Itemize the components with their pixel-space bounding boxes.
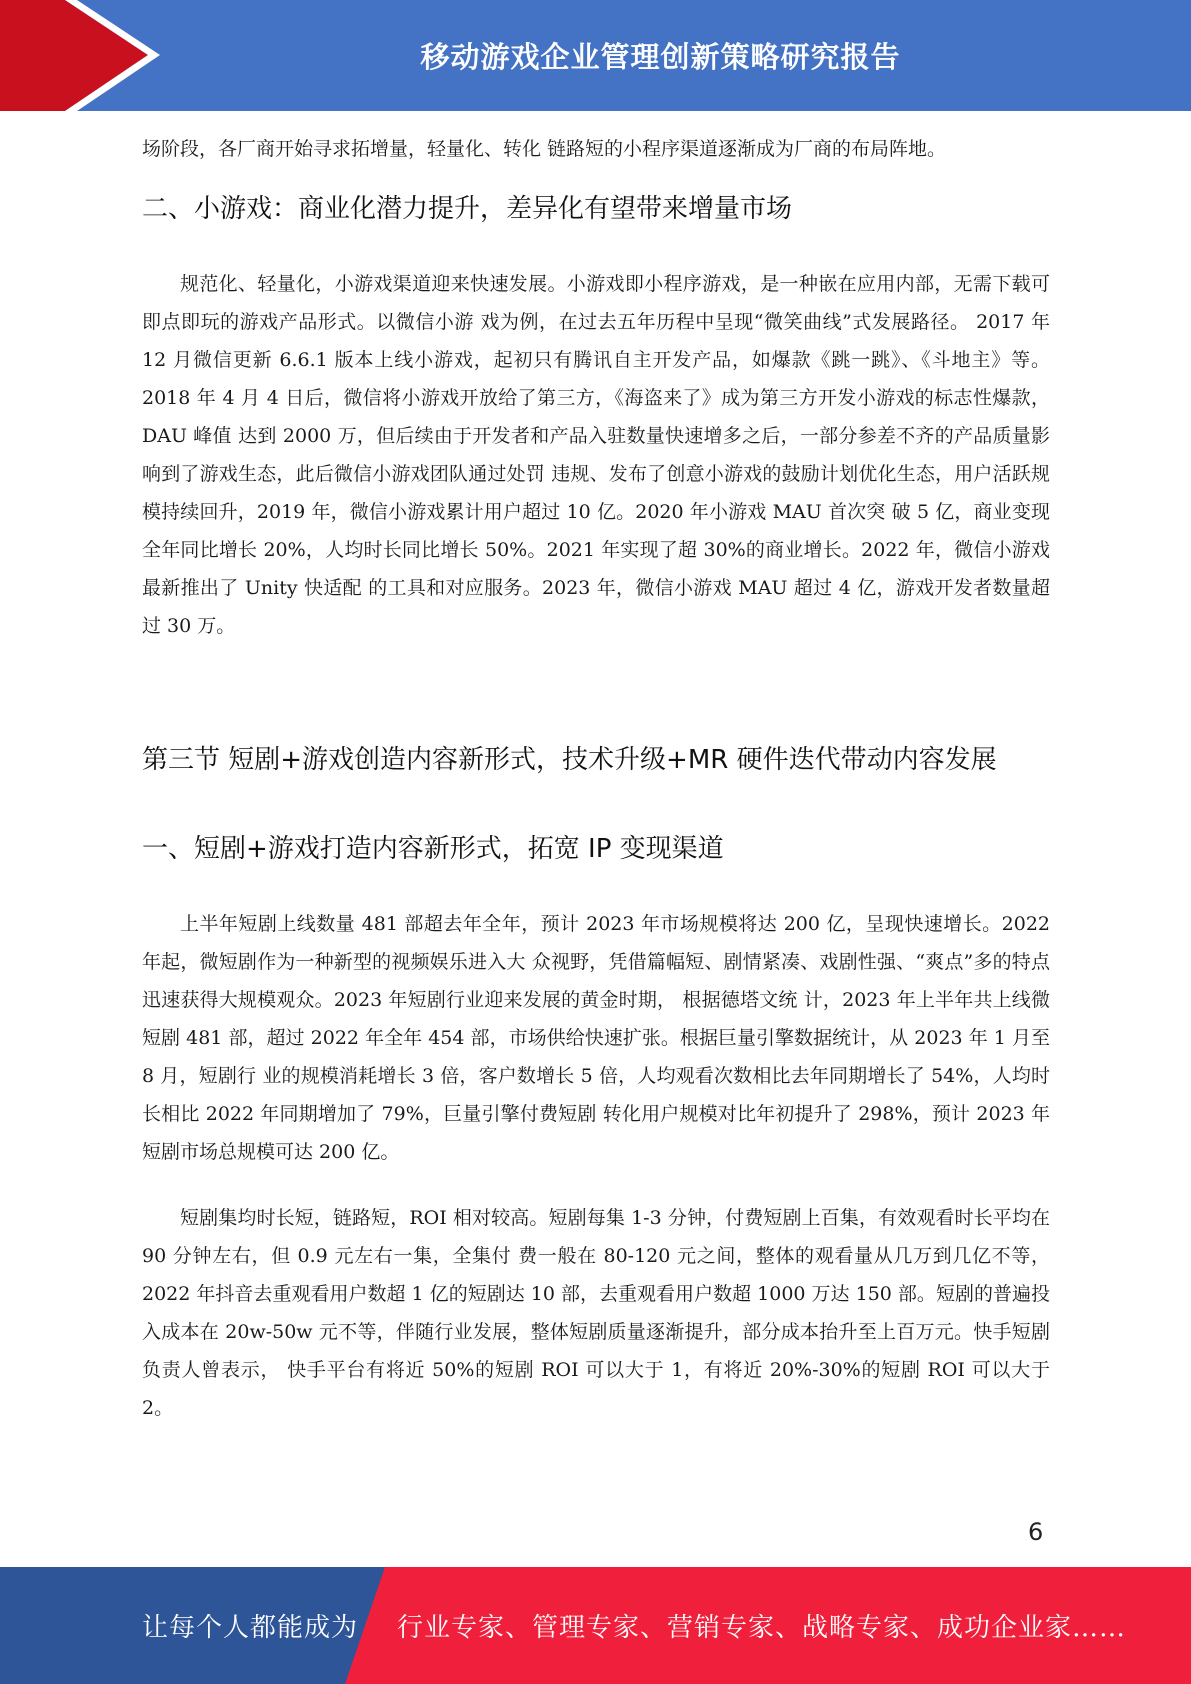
heading-section-3: 第三节 短剧+游戏创造内容新形式，技术升级+MR 硬件迭代带动内容发展 — [142, 745, 997, 775]
page-content — [142, 130, 1050, 1427]
short-drama-paragraph-1: 上半年短剧上线数量 481 部超去年全年，预计 2023 年市场规模将达 200 亿，呈现快速增长。2022 年起，微短剧作为一种新型的视频娱乐进入大 众视野，凭借篇幅短、剧情紧凑、戏剧性强、“爽点”多的特点迅速获得大规模观众。2023 年短剧行业迎来发展的黄金时期， 根据德塔文统 计，2023 年上半年共上线微短剧 481 部，超过 2022 年全年 454 部，市场供给快速扩张。根据巨量引擎数据统计，从 2023 年 1 月至 8 月，短剧行 业的规模消耗增长 3 倍，客户数增长 5 倍，人均观看次数相比去年同期增长了 54%，人均时长相比 2022 年同期增加了 79%，巨量引擎付费短剧 转化用户规模对比年初提升了 298%，预计 2023 年短剧市场总规模可达 200 亿。 — [142, 913, 1050, 1163]
page-number: 6 — [1028, 1518, 1044, 1546]
heading-minigame: 二、小游戏：商业化潜力提升，差异化有望带来增量市场 — [142, 194, 793, 224]
heading-short-drama: 一、短剧+游戏打造内容新形式，拓宽 IP 变现渠道 — [142, 834, 724, 864]
page-footer — [0, 1567, 1191, 1684]
footer-slogan-right: 行业专家、管理专家、营销专家、战略专家、成功企业家…… — [397, 1613, 1127, 1643]
short-drama-paragraph-2: 短剧集均时长短，链路短，ROI 相对较高。短剧每集 1-3 分钟，付费短剧上百集，有效观看时长平均在 90 分钟左右，但 0.9 元左右一集，全集付 费一般在 80-120 元之间，整体的观看量从几万到几亿不等，2022 年抖音去重观看用户数超 1 亿的短剧达 10 部，去重观看用户数超 1000 万达 150 部。短剧的普遍投入成本在 20w-50w 元不等，伴随行业发展，整体短剧质量逐渐提升，部分成本抬升至上百万元。快手短剧负责人曾表示， 快手平台有将近 50%的短剧 ROI 可以大于 1，有将近 20%-30%的短剧 ROI 可以大于 2。 — [142, 1207, 1050, 1419]
header-title: 移动游戏企业管理创新策略研究报告 — [420, 40, 901, 74]
minigame-paragraph: 规范化、轻量化，小游戏渠道迎来快速发展。小游戏即小程序游戏，是一种嵌在应用内部，无需下载可即点即玩的游戏产品形式。以微信小游 戏为例，在过去五年历程中呈现“微笑曲线”式发展路径。 2017 年 12 月微信更新 6.6.1 版本上线小游戏，起初只有腾讯自主开发产品，如爆款《跳一跳》、《斗地主》等。2018 年 4 月 4 日后，微信将小游戏开放给了第三方，《海盗来了》成为第三方开发小游戏的标志性爆款，DAU 峰值 达到 2000 万，但后续由于开发者和产品入驻数量快速增多之后，一部分参差不齐的产品质量影响到了游戏生态，此后微信小游戏团队通过处罚 违规、发布了创意小游戏的鼓励计划优化生态，用户活跃规模持续回升，2019 年，微信小游戏累计用户超过 10 亿。2020 年小游戏 MAU 首次突 破 5 亿，商业变现全年同比增长 20%，人均时长同比增长 50%。2021 年实现了超 30%的商业增长。2022 年，微信小游戏最新推出了 Unity 快适配 的工具和对应服务。2023 年，微信小游戏 MAU 超过 4 亿，游戏开发者数量超过 30 万。 — [142, 273, 1050, 637]
page-header — [0, 0, 1191, 111]
intro-paragraph: 场阶段，各厂商开始寻求拓增量，轻量化、转化 链路短的小程序渠道逐渐成为厂商的布局阵地。 — [142, 138, 947, 160]
footer-slogan-left: 让每个人都能成为 — [142, 1613, 359, 1643]
